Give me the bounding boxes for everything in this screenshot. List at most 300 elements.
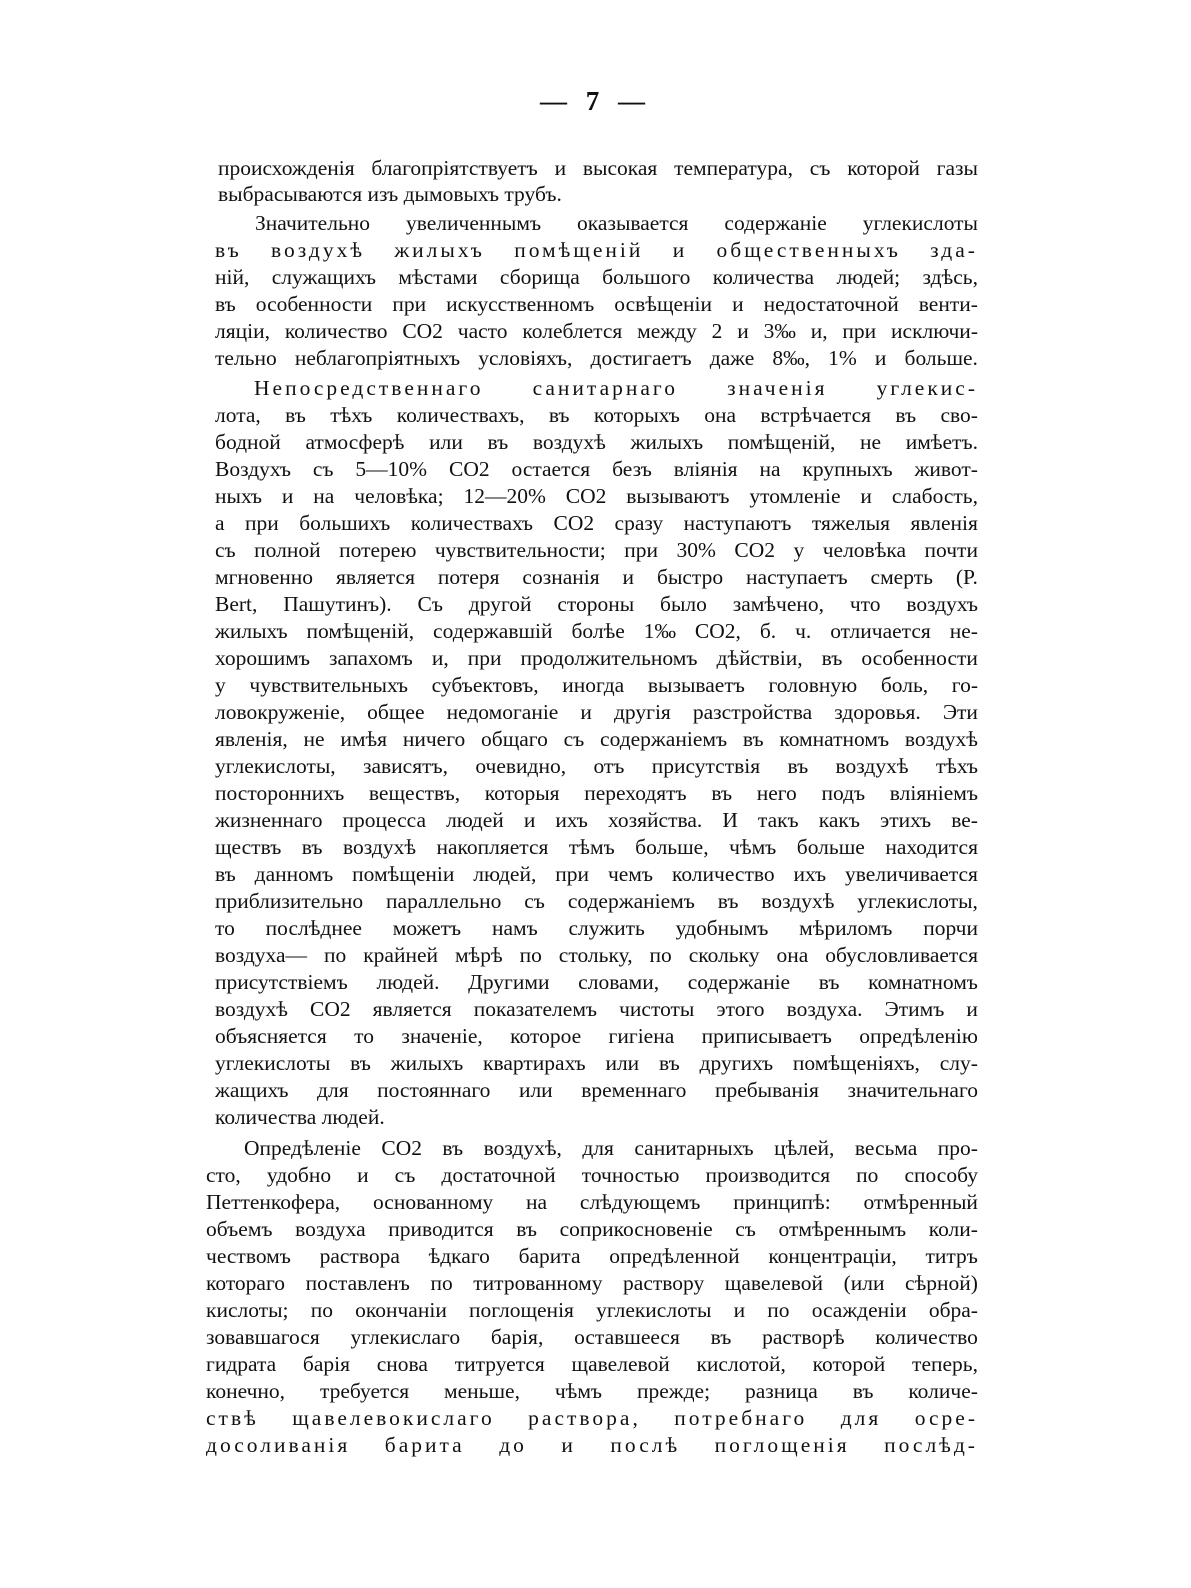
word: она: [776, 943, 809, 967]
word: крайней: [363, 943, 439, 967]
text-line: [215, 810, 978, 832]
word: крупныхъ: [802, 457, 893, 481]
word: температура,: [674, 156, 793, 180]
word: на: [526, 1190, 548, 1214]
word: комнатномъ: [868, 970, 978, 994]
text-line: [206, 1354, 978, 1376]
text-line: [215, 999, 978, 1021]
word: CO2: [565, 484, 607, 508]
word: явленія,: [215, 727, 288, 751]
text-line: [215, 459, 978, 481]
word: въ: [285, 403, 306, 427]
word: большихъ: [299, 511, 391, 535]
word: мгновенно: [215, 565, 314, 589]
word: субъектовъ,: [431, 673, 539, 697]
word: съ: [735, 1217, 756, 1241]
word: содержаніе: [724, 211, 827, 235]
text-line: [206, 1273, 978, 1295]
word: послѣднее: [265, 916, 362, 940]
word: зда-: [930, 238, 978, 262]
word: у: [215, 673, 226, 697]
text-line: [206, 1219, 978, 1241]
word: Петтенкофера,: [206, 1190, 341, 1214]
word: воздухѣ: [215, 997, 288, 1021]
word: быстро: [657, 565, 724, 589]
word: и: [737, 319, 749, 343]
word: этихъ: [880, 808, 932, 832]
word: пребыванія: [714, 1078, 819, 1102]
word: этого: [716, 997, 765, 1021]
page-number: — 7 —: [540, 86, 651, 116]
word: ихъ: [793, 862, 827, 886]
word: объясняется: [215, 1024, 327, 1048]
word: людей;: [836, 265, 901, 289]
word: Пашутинъ).: [283, 592, 392, 616]
word: 1%: [828, 346, 857, 370]
word: 5—10%: [355, 457, 428, 481]
word: мѣрѣ: [454, 943, 503, 967]
word: Этимъ: [884, 997, 945, 1021]
word: которой: [847, 156, 920, 180]
word: достаточной: [441, 1163, 556, 1187]
word: 1‰: [643, 619, 676, 643]
word: и: [357, 1163, 369, 1187]
word: можетъ: [392, 916, 462, 940]
word: приписываетъ: [701, 1024, 832, 1048]
word: отъ: [593, 754, 625, 778]
word: зависятъ,: [362, 754, 448, 778]
word: то: [215, 916, 235, 940]
word: или: [605, 1051, 640, 1075]
word: опредѣленной: [609, 1244, 740, 1268]
word: скольку: [688, 943, 760, 967]
word: воздухъ: [906, 592, 978, 616]
word: соприкосновеніе: [559, 1217, 713, 1241]
word: по: [324, 943, 347, 967]
word: въ: [818, 970, 840, 994]
word: чувствительности;: [434, 538, 606, 562]
word: досоливанія: [206, 1433, 351, 1457]
word: (P.: [955, 565, 978, 589]
word: и: [561, 1433, 576, 1457]
word: при: [392, 292, 427, 316]
word: воздухѣ: [904, 727, 978, 751]
word: барія,: [490, 1325, 544, 1349]
word: слѣдующемъ: [579, 1190, 701, 1214]
word: присутствія: [651, 754, 761, 778]
word: сво-: [940, 403, 978, 427]
word: потребнаго: [674, 1406, 808, 1430]
word: раствора: [319, 1244, 400, 1268]
text-line: [215, 756, 978, 778]
word: другихъ: [699, 1051, 774, 1075]
word: воздуха.: [786, 997, 863, 1021]
word: въ: [548, 403, 570, 427]
word: временнаго: [581, 1078, 687, 1102]
word: ч.: [795, 619, 812, 643]
word: венти-: [918, 292, 978, 316]
word: находится: [885, 835, 978, 859]
word: и,: [431, 646, 449, 670]
word: приводится: [388, 1217, 494, 1241]
word: содержаніемъ: [567, 889, 695, 913]
word: въ: [787, 754, 809, 778]
word: по: [856, 1163, 879, 1187]
word: при: [624, 538, 658, 562]
word: воздухѣ: [761, 889, 835, 913]
word: потерею: [339, 538, 417, 562]
word: зовавшагося: [206, 1325, 320, 1349]
word: здѣсь,: [922, 265, 978, 289]
word: ничего: [402, 727, 466, 751]
word: общественныхъ: [716, 238, 901, 262]
word: такъ: [757, 808, 799, 832]
word: въ: [710, 1325, 732, 1349]
word: и: [622, 565, 635, 589]
word: комнатномъ: [779, 727, 890, 751]
word: и: [672, 238, 688, 262]
word: CO2: [734, 538, 775, 562]
word: а: [215, 511, 225, 535]
word: людей: [446, 808, 504, 832]
word: раствору: [623, 1271, 705, 1295]
word: которыхъ: [593, 403, 680, 427]
word: высокая: [582, 156, 658, 180]
word: помѣщеній: [514, 238, 644, 262]
word: постояннаго: [377, 1078, 491, 1102]
word: въ: [742, 727, 764, 751]
word: переходятъ: [584, 781, 687, 805]
word: наступаетъ: [746, 565, 848, 589]
word: въ: [711, 781, 733, 805]
word: ве-: [951, 808, 978, 832]
word: вліянія: [673, 457, 738, 481]
word: ловокруженіе,: [215, 700, 346, 724]
word: щавелевой: [571, 1352, 670, 1376]
word: ляціи,: [215, 319, 270, 343]
text-line: [215, 594, 978, 616]
word: количество: [875, 1325, 978, 1349]
word: и: [523, 808, 536, 832]
word: и: [580, 700, 592, 724]
word: помѣщеніяхъ,: [792, 1051, 920, 1075]
text-line: [215, 864, 978, 886]
word: отмѣреннымъ: [778, 1217, 907, 1241]
word: было: [660, 592, 707, 616]
word: способу: [904, 1163, 978, 1187]
word: увеличивается: [845, 862, 978, 886]
word: тѣхъ: [330, 403, 373, 427]
word: разстройства: [692, 700, 813, 724]
word: вызываютъ: [626, 484, 730, 508]
text-line: [206, 1300, 978, 1322]
word: углекислоты,: [857, 889, 978, 913]
text-line: [206, 1408, 978, 1430]
text-line: [215, 729, 978, 751]
text-line: [206, 1435, 978, 1457]
word: при: [467, 646, 502, 670]
word: помѣщеній,: [306, 619, 415, 643]
word: иногда: [562, 673, 625, 697]
word: для: [582, 1136, 614, 1160]
word: про-: [937, 1136, 978, 1160]
word: по: [649, 943, 672, 967]
word: сто,: [206, 1163, 241, 1187]
word: послѣд-: [884, 1433, 978, 1457]
word: принципѣ:: [733, 1190, 831, 1214]
word: CO2: [381, 1136, 422, 1160]
text-line: [206, 1327, 978, 1349]
word: въ: [717, 889, 739, 913]
word: количествахъ,: [396, 403, 525, 427]
word: полной: [254, 538, 321, 562]
word: количе-: [908, 1379, 978, 1403]
word: оказывается: [577, 211, 689, 235]
word: сборища: [499, 265, 580, 289]
word: особенности: [255, 292, 373, 316]
word: она: [704, 403, 737, 427]
word: явленія: [910, 511, 978, 535]
word: поглощенія: [469, 1298, 574, 1322]
word: для: [840, 1406, 882, 1430]
word: стороны: [557, 592, 635, 616]
word: и: [554, 156, 567, 180]
text-line: [206, 1381, 978, 1403]
word: для: [317, 1078, 349, 1102]
text-line: [255, 213, 978, 235]
word: углекислоты: [862, 211, 978, 235]
word: въ: [215, 862, 236, 886]
word: и: [874, 346, 887, 370]
text-line: [215, 918, 978, 940]
word: до: [499, 1433, 527, 1457]
word: 3‰: [763, 319, 796, 343]
word: на: [313, 484, 335, 508]
word: сознанія: [522, 565, 600, 589]
word: отличается: [830, 619, 931, 643]
word: теперь,: [912, 1352, 978, 1376]
word: ихъ: [555, 808, 588, 832]
word: атмосферѣ: [305, 430, 405, 454]
word: остается: [511, 457, 591, 481]
word: по: [519, 943, 542, 967]
word: углекис-: [876, 376, 978, 400]
word: другія: [613, 700, 671, 724]
word: титрованному: [473, 1271, 603, 1295]
word: щавелевокислаго: [292, 1406, 495, 1430]
word: жащихъ: [215, 1078, 289, 1102]
word: опредѣленію: [859, 1024, 978, 1048]
word: объемъ: [206, 1217, 273, 1241]
word: (или: [843, 1271, 885, 1295]
text-line: [215, 1080, 978, 1102]
word: гидрата: [206, 1352, 277, 1376]
word: при: [842, 319, 877, 343]
word: въ: [659, 1051, 680, 1075]
word: на: [759, 457, 781, 481]
word: обусловливается: [825, 943, 978, 967]
text-line: [206, 1165, 978, 1187]
word: больше.: [904, 346, 978, 370]
word: при: [555, 862, 590, 886]
word: является: [335, 565, 415, 589]
word: б.: [759, 619, 777, 643]
word: съ: [215, 538, 236, 562]
word: тѣхъ: [935, 754, 978, 778]
word: процесса: [342, 808, 427, 832]
text-line: [215, 540, 978, 562]
word: чемъ: [607, 862, 654, 886]
word: имѣя: [340, 727, 388, 751]
text-line: [215, 1053, 978, 1075]
word: воздухѣ: [532, 430, 606, 454]
word: ній,: [215, 265, 250, 289]
word: углекислаго: [350, 1325, 461, 1349]
word: здоровья.: [834, 700, 921, 724]
word: титруется: [454, 1352, 545, 1376]
word: съ: [563, 727, 585, 751]
text-line: [215, 567, 978, 589]
word: воздухѣ: [835, 754, 909, 778]
word: санитарнаго: [532, 376, 678, 400]
word: встрѣчается: [760, 403, 872, 427]
word: требуется: [319, 1379, 410, 1403]
word: другой: [468, 592, 532, 616]
word: замѣчено,: [732, 592, 825, 616]
word: стольку,: [558, 943, 633, 967]
word: утомленіе: [749, 484, 841, 508]
word: по: [310, 1298, 333, 1322]
word: 8‰,: [772, 346, 811, 370]
word: общее: [367, 700, 425, 724]
word: въ: [516, 1217, 538, 1241]
word: людей.: [376, 970, 440, 994]
word: смерть: [870, 565, 933, 589]
word: чувствительныхъ: [249, 673, 409, 697]
word: и: [966, 997, 978, 1021]
word: И: [722, 808, 738, 832]
text-line: [215, 675, 978, 697]
word: порчи: [923, 916, 978, 940]
word: отмѣренный: [863, 1190, 978, 1214]
word: кислоты;: [206, 1298, 289, 1322]
word: тѣмъ: [568, 835, 615, 859]
text-line: [215, 945, 978, 967]
word: воздуха—: [215, 943, 308, 967]
text-line: [215, 486, 978, 508]
word: безъ: [612, 457, 652, 481]
word: служить: [568, 916, 645, 940]
word: которой: [812, 1352, 886, 1376]
text-line: [244, 1138, 978, 1160]
word: углекислоты: [215, 1051, 331, 1075]
word: больше,: [635, 835, 709, 859]
word: значеніе,: [401, 1024, 483, 1048]
word: Эти: [942, 700, 978, 724]
word: растворѣ: [762, 1325, 845, 1349]
word: словами,: [578, 970, 660, 994]
word: по: [430, 1271, 453, 1295]
word: намъ: [491, 916, 538, 940]
word: въ: [895, 403, 917, 427]
text-line: [215, 891, 978, 913]
text-line: [254, 378, 978, 400]
word: снова: [376, 1352, 428, 1376]
word: газы: [936, 156, 978, 180]
text-line: [215, 432, 978, 454]
text-line: [215, 783, 978, 805]
word: углекислоты,: [215, 754, 336, 778]
word: меньше,: [444, 1379, 520, 1403]
text-line: [215, 837, 978, 859]
word: какъ: [818, 808, 860, 832]
word: постороннихъ: [215, 781, 345, 805]
word: наступаютъ: [683, 511, 792, 535]
word: чѣмъ: [554, 1379, 603, 1403]
word: хорошимъ: [215, 646, 310, 670]
word: воздухѣ: [271, 238, 366, 262]
word: хозяйства.: [607, 808, 703, 832]
word: ществъ: [215, 835, 282, 859]
text-line: [215, 513, 978, 535]
word: въ: [215, 238, 242, 262]
text-line: [215, 240, 978, 262]
word: удобно: [266, 1163, 332, 1187]
word: титръ: [925, 1244, 978, 1268]
word: поставленъ: [305, 1271, 410, 1295]
word: чистоты: [619, 997, 695, 1021]
word: не-: [949, 619, 978, 643]
word: мѣстами: [398, 265, 478, 289]
word: что: [849, 592, 881, 616]
word: между: [637, 319, 697, 343]
word: производится: [705, 1163, 831, 1187]
word: присутствіемъ: [215, 970, 348, 994]
word: въ: [852, 1379, 874, 1403]
word: барита: [518, 1244, 581, 1268]
text-line: [206, 1192, 978, 1214]
word: коли-: [928, 1217, 978, 1241]
text-line: [215, 405, 978, 427]
word: вліяніемъ: [889, 781, 978, 805]
word: го-: [951, 673, 978, 697]
word: происхожденія: [218, 156, 355, 180]
word: тяжелыя: [811, 511, 891, 535]
word: данномъ: [254, 862, 334, 886]
word: жилыхъ: [630, 430, 704, 454]
word: въ: [442, 1136, 464, 1160]
word: Съ: [417, 592, 443, 616]
word: точностью: [581, 1163, 680, 1187]
word: потеря: [437, 565, 500, 589]
text-line: [215, 267, 978, 289]
word: является: [372, 997, 452, 1021]
word: ныхъ: [215, 484, 262, 508]
word: часто: [457, 319, 508, 343]
word: большого: [602, 265, 691, 289]
word: въ: [215, 292, 236, 316]
word: живот-: [914, 457, 978, 481]
word: очевидно,: [475, 754, 567, 778]
word: въ: [821, 646, 843, 670]
word: жилыхъ: [215, 619, 288, 643]
text-line: [215, 321, 978, 343]
word: почти: [924, 538, 978, 562]
word: по: [767, 1298, 790, 1322]
word: 12—20%: [463, 484, 546, 508]
word: служащихъ: [271, 265, 376, 289]
word: подъ: [821, 781, 866, 805]
